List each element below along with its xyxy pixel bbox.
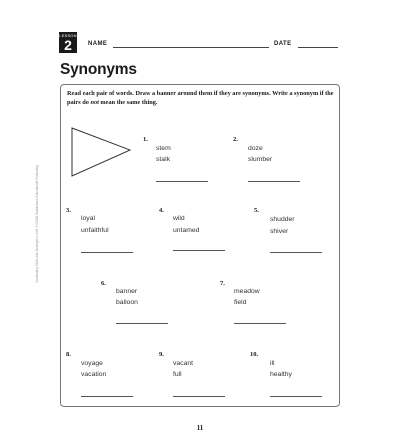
item-4-word1: wild: [173, 215, 185, 222]
instructions: [67, 89, 335, 107]
side-credit: Vocabulary Skills and Strategies Level 3 ©2010 Saddleback Educational Publishing: [35, 165, 39, 283]
item-3-number: 3.: [66, 207, 71, 214]
item-6-word2: balloon: [116, 299, 138, 306]
item-9-answer-line[interactable]: [173, 396, 225, 397]
item-9-word1: vacant: [173, 360, 194, 367]
item-7-number: 7.: [220, 280, 225, 287]
instructions-text-end: mean the same thing.: [98, 99, 158, 106]
banner-example-icon: [70, 126, 134, 178]
item-6-answer-line[interactable]: [116, 323, 168, 324]
item-7-answer-line[interactable]: [234, 323, 286, 324]
item-6-number: 6.: [101, 280, 106, 287]
item-9-number: 9.: [159, 351, 164, 358]
item-3-answer-line[interactable]: [81, 252, 133, 253]
item-10-word2: healthy: [270, 371, 292, 378]
item-3-word1: loyal: [81, 215, 95, 222]
item-1-answer-line[interactable]: [156, 181, 208, 182]
item-2-word1: doze: [248, 145, 263, 152]
item-8-answer-line[interactable]: [81, 396, 133, 397]
lesson-badge: [59, 32, 77, 53]
item-1-word1: stem: [156, 145, 171, 152]
item-5-word2: shiver: [270, 228, 289, 235]
item-5-number: 5.: [254, 207, 259, 214]
lesson-number: 2: [64, 37, 72, 53]
instructions-emphasis: not: [90, 99, 99, 106]
item-3-word2: unfaithful: [81, 227, 109, 234]
item-2-answer-line[interactable]: [248, 181, 300, 182]
instructions-text: Read each pair of words. Draw a banner around them if they are synonyms. Write a synonym if the pairs do: [67, 90, 334, 106]
item-1-word2: stalk: [156, 156, 170, 163]
item-5-word1: shudder: [270, 216, 295, 223]
item-4-number: 4.: [159, 207, 164, 214]
item-8-word2: vacation: [81, 371, 107, 378]
item-7-word2: field: [234, 299, 247, 306]
item-1-number: 1.: [143, 136, 148, 143]
page-number: 11: [196, 424, 204, 432]
name-field[interactable]: [113, 47, 269, 48]
item-7-word1: meadow: [234, 288, 260, 295]
page-title: Synonyms: [60, 61, 137, 78]
item-4-answer-line[interactable]: [173, 250, 225, 251]
item-4-word2: untamed: [173, 227, 200, 234]
item-8-number: 8.: [66, 351, 71, 358]
item-6-word1: banner: [116, 288, 138, 295]
item-8-word1: voyage: [81, 360, 103, 367]
lesson-word: LESSON: [59, 33, 77, 38]
item-10-number: 10.: [250, 351, 259, 358]
item-9-word2: full: [173, 371, 182, 378]
item-2-number: 2.: [233, 136, 238, 143]
name-label: NAME: [88, 41, 108, 47]
item-10-word1: ill: [270, 360, 275, 367]
item-2-word2: slumber: [248, 156, 273, 163]
item-5-answer-line[interactable]: [270, 252, 322, 253]
date-field[interactable]: [298, 47, 338, 48]
date-label: DATE: [274, 41, 292, 47]
item-10-answer-line[interactable]: [270, 396, 322, 397]
